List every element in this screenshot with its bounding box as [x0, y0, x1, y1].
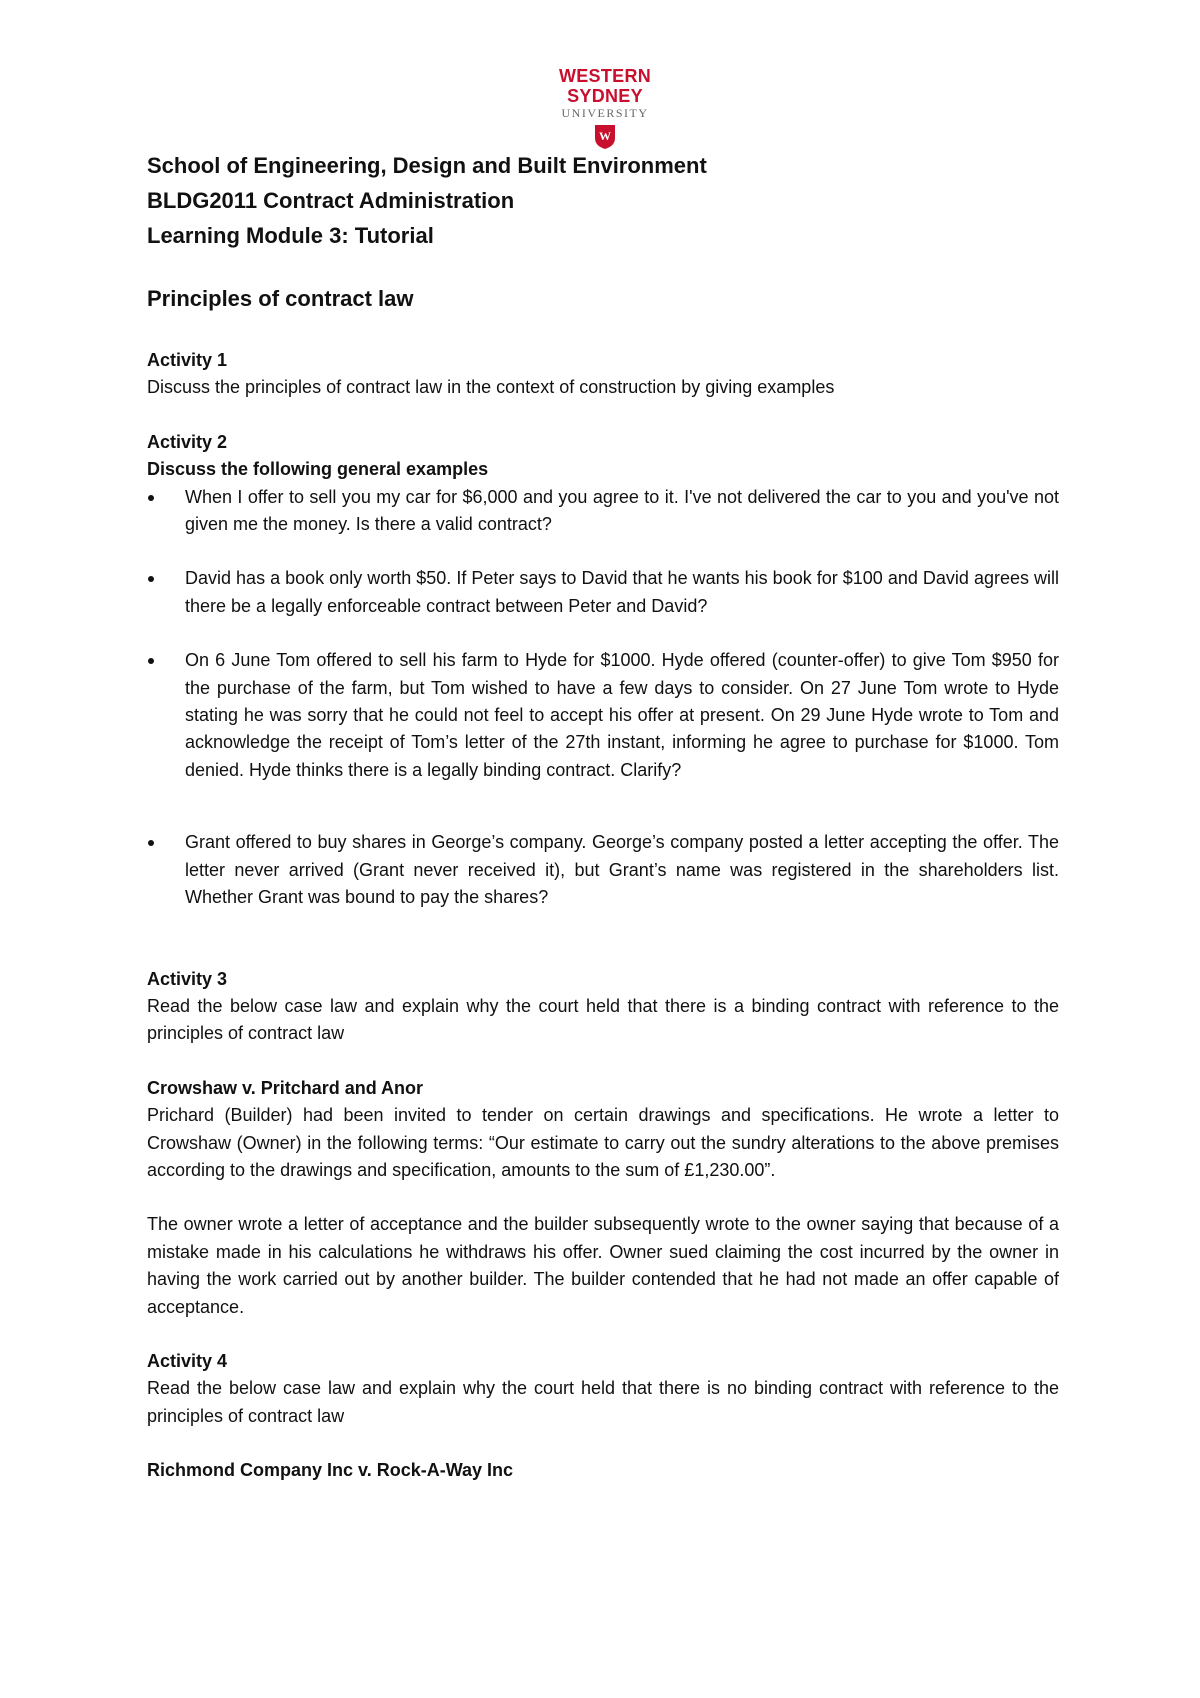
- shield-icon: [594, 124, 616, 150]
- bullet-icon: [148, 576, 154, 582]
- case-title-crowshaw: Crowshaw v. Pritchard and Anor: [147, 1077, 424, 1098]
- list-item: [147, 565, 1059, 620]
- activity-2-subtitle: Discuss the following general examples: [147, 459, 489, 480]
- activity-2-title: Activity 2: [147, 431, 228, 452]
- module-title: Learning Module 3: Tutorial: [147, 223, 434, 248]
- list-item: [147, 647, 1059, 784]
- case-paragraph-2: The owner wrote a letter of acceptance and the builder subsequently wrote to the owner saying that because of a mistake made in his calculations he withdraws his offer. Owner sued claiming the cost incurred by the owner in having the work carried out by another builder. The builder contended that he had not made an offer capable of acceptance.: [147, 1214, 1059, 1317]
- activity-1-title: Activity 1: [147, 350, 228, 370]
- list-item: [147, 829, 1059, 911]
- case-paragraph-1: Prichard (Builder) had been invited to tender on certain drawings and specifications. He wrote a letter to Crowshaw (Owner) in the following terms: “Our estimate to carry out the sundry alterations to the above premises according to the drawings and specification, amounts to the sum of £1,230.00”.: [147, 1105, 1059, 1180]
- university-logo: [522, 66, 688, 150]
- activity-1-text: Discuss the principles of contract law in the context of construction by giving examples: [147, 377, 835, 398]
- activity-2-list: [147, 484, 1059, 912]
- activity-4-title: Activity 4: [147, 1350, 228, 1371]
- bullet-icon: [148, 840, 154, 846]
- document-body: [147, 148, 1059, 1485]
- school-title: School of Engineering, Design and Built Environment: [147, 153, 707, 178]
- logo-wordmark: WESTERN SYDNEY: [558, 66, 652, 106]
- activity-4-text: Read the below case law and explain why the court held that there is no binding contract with reference to the principles of contract law: [147, 1378, 1059, 1426]
- case-title-richmond: Richmond Company Inc v. Rock-A-Way Inc: [147, 1460, 514, 1481]
- activity-3-text: Read the below case law and explain why the court held that there is a binding contract with reference to the principles of contract law: [147, 995, 1059, 1044]
- list-item-text: When I offer to sell you my car for $6,000 and you agree to it. I've not delivered the car to you and you've not given me the money. Is there a valid contract?: [185, 486, 1059, 535]
- list-item-text: On 6 June Tom offered to sell his farm to Hyde for $1000. Hyde offered (counter-offer) to give Tom $950 for the purchase of the farm, but Tom wished to have a few days to consider. On 27 June Tom wrote to Hyde stating he was sorry that he could not feel to accept his offer at present. On 29 June Hyde wrote to Tom and acknowledge the receipt of Tom’s letter of the 27th instant, informing he agree to purchase for $1000. Tom denied. Hyde thinks there is a legally binding contract. Clarify?: [185, 650, 1059, 780]
- shield-letter: W: [599, 129, 611, 143]
- bullet-icon: [148, 495, 154, 501]
- list-item-text: Grant offered to buy shares in George’s company. George’s company posted a letter accepting the offer. The letter never arrived (Grant never received it), but Grant’s name was registered in the shareholders list. Whether Grant was bound to pay the shares?: [185, 832, 1059, 908]
- unit-title: BLDG2011 Contract Administration: [147, 188, 515, 213]
- list-item: [147, 484, 1059, 539]
- logo-subtitle: UNIVERSITY: [561, 106, 649, 120]
- list-item-text: David has a book only worth $50. If Peter says to David that he wants his book for $100 and David agrees will there be a legally enforceable contract between Peter and David?: [185, 568, 1059, 616]
- bullet-icon: [148, 658, 154, 664]
- section-title: Principles of contract law: [147, 286, 414, 311]
- activity-3-title: Activity 3: [147, 968, 228, 989]
